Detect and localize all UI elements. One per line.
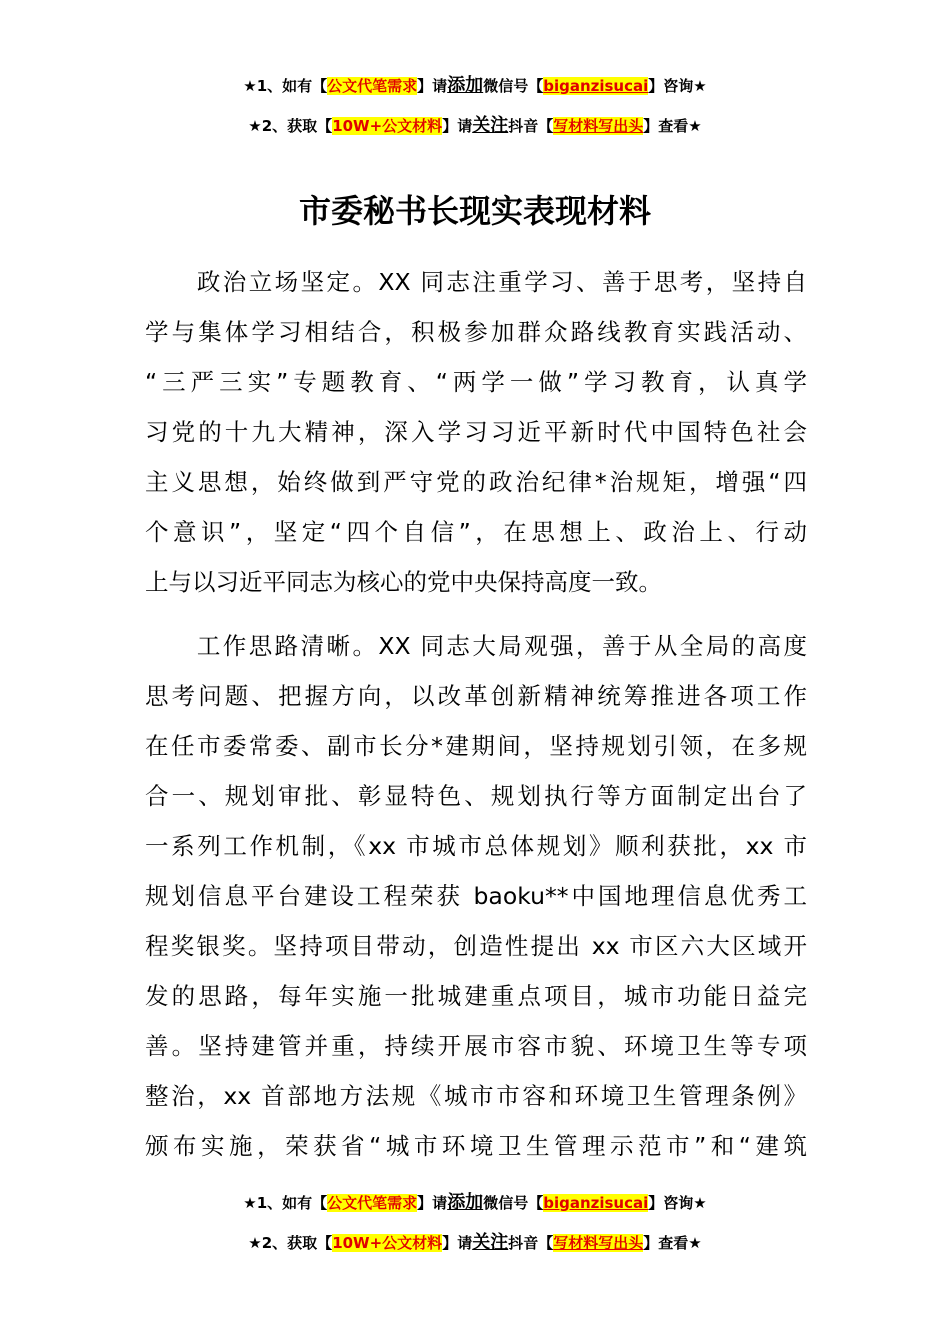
text-line: 习党的十九大精神，深入学习习近平新时代中国特色社会 xyxy=(145,418,807,446)
promo-text: ★2、获取【 xyxy=(248,117,333,135)
promo-text: 】请 xyxy=(442,1234,473,1252)
promo-text: 】查看★ xyxy=(643,1234,702,1252)
promo-line-2 xyxy=(0,111,950,137)
promo-text: 】咨询★ xyxy=(648,77,707,95)
douyin-account: 写材料写出头 xyxy=(553,1234,644,1252)
text-line: 发的思路，每年实施一批城建重点项目，城市功能日益完 xyxy=(145,982,807,1010)
promo-highlight: 公文代笔需求 xyxy=(327,77,418,95)
promo-emphasis: 关注 xyxy=(472,1232,509,1253)
promo-text: 抖音【 xyxy=(508,1234,554,1252)
text-line: 上与以习近平同志为核心的党中央保持高度一致。 xyxy=(145,568,662,596)
promo-line-2-footer xyxy=(0,1228,950,1254)
promo-text: 】请 xyxy=(417,1194,448,1212)
paragraph-political-stance xyxy=(145,257,807,607)
promo-line-1 xyxy=(0,71,950,97)
promo-text: 】请 xyxy=(442,117,473,135)
text-line: 颁布实施，荣获省“城市环境卫生管理示范市”和“建筑 xyxy=(145,1132,807,1160)
promo-text: ★1、如有【 xyxy=(243,77,328,95)
text-line: 整治，xx 首部地方法规《城市市容和环境卫生管理条例》 xyxy=(145,1082,807,1110)
text-line: 个意识”，坚定“四个自信”，在思想上、政治上、行动 xyxy=(145,518,807,546)
text-line: 一系列工作机制，《xx 市城市总体规划》顺利获批，xx 市 xyxy=(145,832,807,860)
text-line: 主义思想，始终做到严守党的政治纪律*治规矩，增强“四 xyxy=(145,468,807,496)
promo-text: ★2、获取【 xyxy=(248,1234,333,1252)
text-line: 合一、规划审批、彰显特色、规划执行等方面制定出台了 xyxy=(145,782,807,810)
promo-text: 微信号【 xyxy=(483,77,544,95)
promo-text: 】请 xyxy=(417,77,448,95)
text-line: 在任市委常委、副市长分*建期间，坚持规划引领，在多规 xyxy=(145,732,807,760)
promo-highlight: 10W+公文材料 xyxy=(332,1234,443,1252)
promo-highlight: 公文代笔需求 xyxy=(327,1194,418,1212)
promo-text: 】查看★ xyxy=(643,117,702,135)
promo-emphasis: 关注 xyxy=(472,115,509,136)
promo-text: 微信号【 xyxy=(483,1194,544,1212)
text-line: 善。坚持建管并重，持续开展市容市貌、环境卫生等专项 xyxy=(145,1032,807,1060)
promo-line-1-footer xyxy=(0,1188,950,1214)
text-line: 程奖银奖。坚持项目带动，创造性提出 xx 市区六大区域开 xyxy=(145,932,807,960)
promo-emphasis: 添加 xyxy=(447,75,484,96)
wechat-id: biganzisucai xyxy=(543,1194,649,1212)
paragraph-work-thinking xyxy=(145,621,807,1171)
text-line: 工作思路清晰。XX 同志大局观强，善于从全局的高度 xyxy=(145,632,807,660)
promo-highlight: 10W+公文材料 xyxy=(332,117,443,135)
promo-text: 】咨询★ xyxy=(648,1194,707,1212)
document-title: 市委秘书长现实表现材料 xyxy=(298,192,651,230)
text-line: 规划信息平台建设工程荣获 baoku**中国地理信息优秀工 xyxy=(145,882,807,910)
promo-text: 抖音【 xyxy=(508,117,554,135)
promo-emphasis: 添加 xyxy=(447,1192,484,1213)
text-line: 思考问题、把握方向，以改革创新精神统筹推进各项工作 xyxy=(145,682,807,710)
text-line: “三严三实”专题教育、“两学一做”学习教育，认真学 xyxy=(145,368,807,396)
promo-text: ★1、如有【 xyxy=(243,1194,328,1212)
text-line: 政治立场坚定。XX 同志注重学习、善于思考，坚持自 xyxy=(145,268,807,296)
text-line: 学与集体学习相结合，积极参加群众路线教育实践活动、 xyxy=(145,318,807,346)
douyin-account: 写材料写出头 xyxy=(553,117,644,135)
wechat-id: biganzisucai xyxy=(543,77,649,95)
